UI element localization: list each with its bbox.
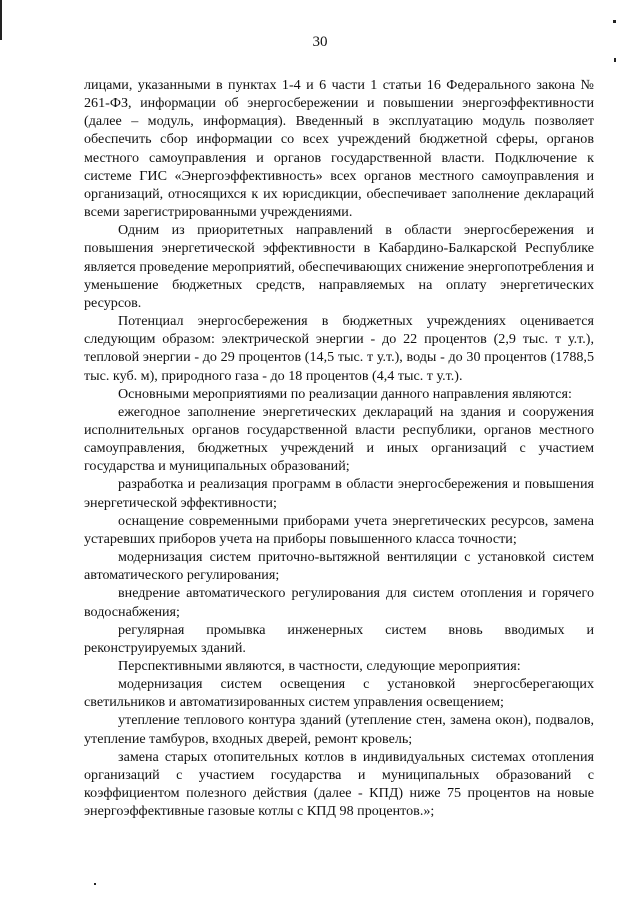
paragraph: Основными мероприятиями по реализации данного направления являются: <box>118 385 572 402</box>
list-item: разработка и реализация программ в области энергосбережения и повышения энергетической эффективности; <box>84 476 594 511</box>
list-item: ежегодное заполнение энергетических деклараций на здания и сооружения исполнительных органов государственной власти республики, органов местного самоуправления, бюджетных учреждений и иных организаций с участием государства и муниципальных образований; <box>84 403 594 475</box>
list-item: утепление теплового контура зданий (утепление стен, замена окон), подвалов, утепление тамбуров, входных дверей, ремонт кровель; <box>84 712 594 747</box>
scan-dot-mark <box>614 58 616 62</box>
paragraph: Перспективными являются, в частности, следующие мероприятия: <box>118 658 521 674</box>
list-item: модернизация систем приточно-вытяжной вентиляции с установкой систем автоматического регулирования; <box>84 549 594 584</box>
list-item: регулярная промывка инженерных систем вновь вводимых и реконструируемых зданий. <box>84 621 594 656</box>
list-item: внедрение автоматического регулирования для систем отопления и горячего водоснабжения; <box>84 585 594 620</box>
paragraph: Одним из приоритетных направлений в области энергосбережения и повышения энергетической эффективности в Кабардино-Балкарской Республике является проведение мероприятий, обеспечивающих снижение энергопотребления и уменьшение бюджетных средств, направляемых на оплату энергетических ресурсов. <box>84 222 594 311</box>
list-item: оснащение современными приборами учета энергетических ресурсов, замена устаревших приборов учета на приборы повышенного класса точности; <box>84 512 594 547</box>
scan-dot-mark <box>613 20 616 23</box>
document-body <box>84 76 594 820</box>
list-item: замена старых отопительных котлов в индивидуальных системах отопления организаций с участием государства и муниципальных образований с коэффициентом полезного действия (далее - КПД) ниже 75 процентов на новые энергоэффективные газовые котлы с КПД 98 процентов.»; <box>84 748 594 820</box>
page-number: 30 <box>312 34 328 50</box>
scan-dot-mark <box>94 883 96 885</box>
list-item: модернизация систем освещения с установкой энергосберегающих светильников и автоматизированных систем управления освещением; <box>84 676 594 711</box>
paragraph: лицами, указанными в пунктах 1-4 и 6 части 1 статьи 16 Федерального закона № 261-ФЗ, информации об энергосбережении и повышении энергоэффективности (далее – модуль, информация). Введенный в эксплуатацию модуль позволяет обеспечить сбор информации со всех учреждений бюджетной сферы, органов местного самоуправления и органов государственной власти. Подключение к системе ГИС «Энергоэффективность» всех органов местного самоуправления и организаций, относящихся к их юрисдикции, обеспечивает заполнение деклараций всеми зарегистрированными учреждениями. <box>84 77 594 221</box>
paragraph: Потенциал энергосбережения в бюджетных учреждениях оценивается следующим образом: электрической энергии - до 22 процентов (2,9 тыс. т у.т.), тепловой энергии - до 29 процентов (14,5 тыс. т у.т.), воды - до 30 процентов (1788,5 тыс. куб. м), природного газа - до 18 процентов (4,4 тыс. т у.т.). <box>84 313 594 384</box>
